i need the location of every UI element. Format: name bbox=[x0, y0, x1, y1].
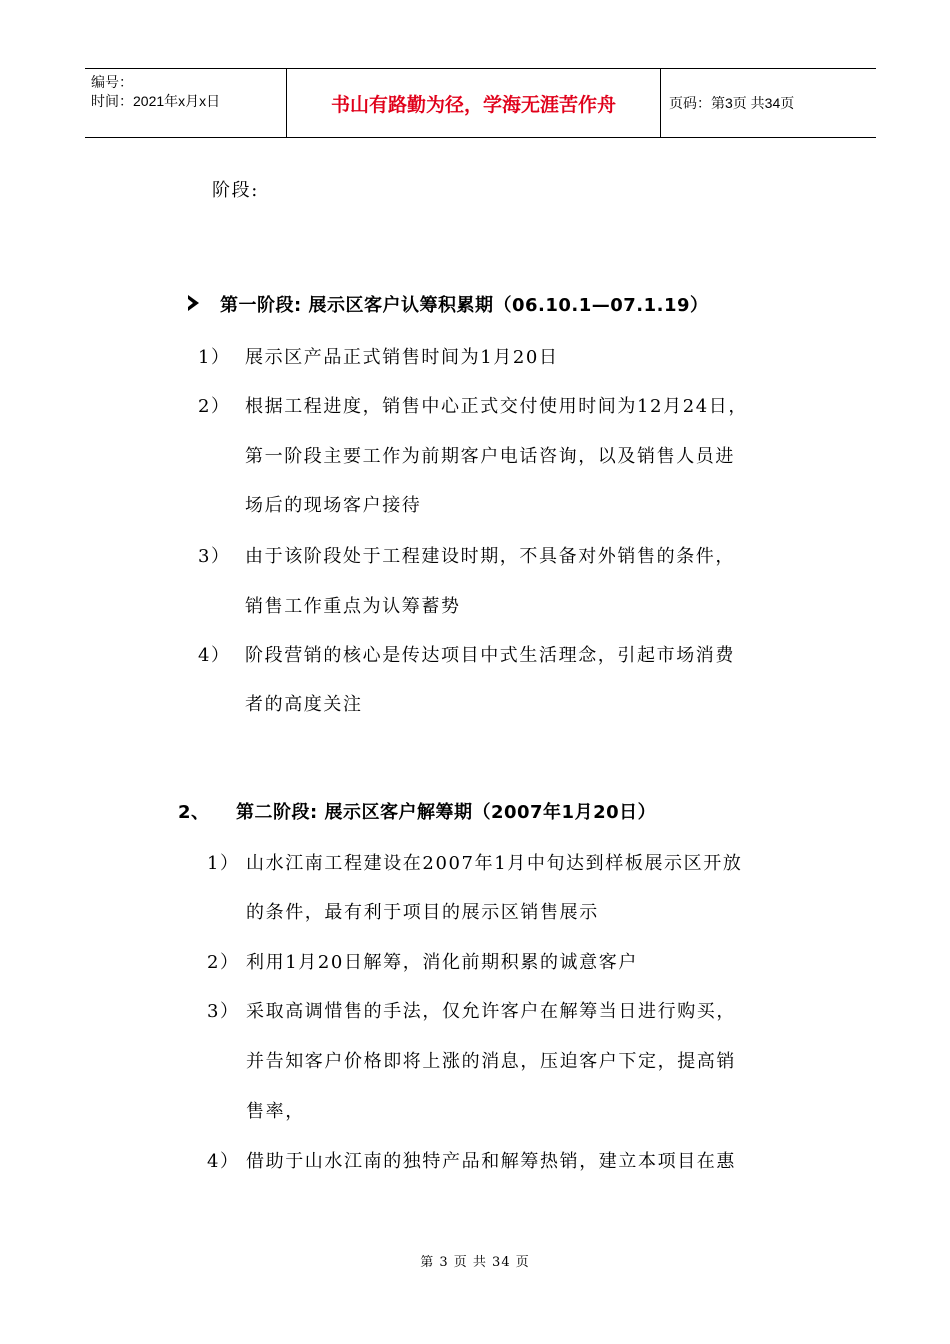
s2-item2-num: 2） bbox=[207, 952, 240, 973]
s2-item3-line1: 采取高调惜售的手法，仅允许客户在解筹当日进行购买， bbox=[246, 1001, 736, 1022]
number-label: 编号： bbox=[91, 74, 133, 90]
s1-item3-num: 3） bbox=[198, 546, 231, 567]
page-header bbox=[85, 68, 876, 138]
s2-item4-line1: 借助于山水江南的独特产品和解筹热销，建立本项目在惠 bbox=[246, 1151, 736, 1172]
s2-item1-line1: 山水江南工程建设在2007年1月中旬达到样板展示区开放 bbox=[246, 853, 743, 874]
header-meta bbox=[85, 69, 287, 137]
intro-text: 阶段: bbox=[212, 180, 259, 201]
arrow-bullet-icon bbox=[188, 295, 199, 311]
s2-item1-line2: 的条件，最有利于项目的展示区销售展示 bbox=[246, 902, 599, 923]
s1-item4-line1: 阶段营销的核心是传达项目中式生活理念，引起市场消费 bbox=[245, 645, 735, 666]
header-page-info: 页码：第3页 共34页 bbox=[669, 95, 795, 111]
s1-item4-num: 4） bbox=[198, 645, 231, 666]
s2-item3-line3: 售率， bbox=[246, 1101, 305, 1122]
s1-item2-line2: 第一阶段主要工作为前期客户电话咨询，以及销售人员进 bbox=[245, 446, 735, 467]
s2-item3-line2: 并告知客户价格即将上涨的消息，压迫客户下定，提高销 bbox=[246, 1051, 736, 1072]
section1-heading: 第一阶段: 展示区客户认筹积累期（06.10.1—07.1.19） bbox=[220, 295, 709, 316]
s2-item4-num: 4） bbox=[207, 1151, 240, 1172]
s1-item2-num: 2） bbox=[198, 396, 231, 417]
s1-item2-line1: 根据工程进度，销售中心正式交付使用时间为12月24日， bbox=[245, 396, 749, 417]
s2-item3-num: 3） bbox=[207, 1001, 240, 1022]
section2-heading: 第二阶段: 展示区客户解筹期（2007年1月20日） bbox=[236, 802, 657, 823]
time-label: 时间：2021年x月x日 bbox=[91, 93, 221, 109]
s2-item1-num: 1） bbox=[207, 853, 240, 874]
s2-item2-line1: 利用1月20日解筹，消化前期积累的诚意客户 bbox=[246, 952, 638, 973]
s1-item1-num: 1） bbox=[198, 347, 231, 368]
s1-item2-line3: 场后的现场客户接待 bbox=[245, 495, 422, 516]
section2-num: 2、 bbox=[178, 802, 210, 823]
header-motto: 书山有路勤为径，学海无涯苦作舟 bbox=[287, 69, 661, 137]
s1-item1-line1: 展示区产品正式销售时间为1月20日 bbox=[245, 347, 559, 368]
s1-item4-line2: 者的高度关注 bbox=[245, 694, 363, 715]
page-footer: 第 3 页 共 34 页 bbox=[420, 1255, 530, 1270]
s1-item3-line2: 销售工作重点为认筹蓄势 bbox=[245, 596, 461, 617]
s1-item3-line1: 由于该阶段处于工程建设时期，不具备对外销售的条件， bbox=[245, 546, 735, 567]
